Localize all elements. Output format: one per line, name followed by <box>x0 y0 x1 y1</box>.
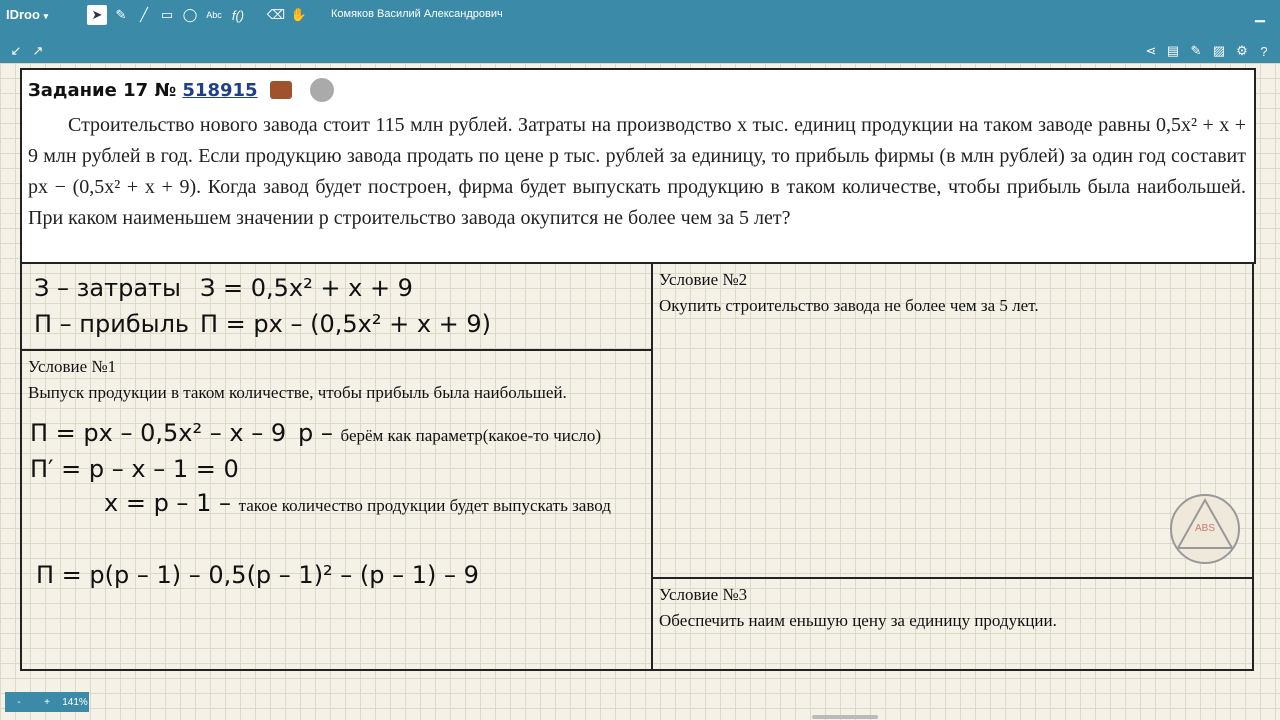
expand-arrow-icon[interactable]: ↗ <box>32 43 44 58</box>
abs-label: ABS <box>1194 523 1215 534</box>
condition-1-box <box>20 349 653 671</box>
condition-1-title: Условие №1 <box>28 357 117 376</box>
hand-tool-icon[interactable]: ✋ <box>290 7 308 22</box>
param-note: p – берём как параметр(какое-то число) <box>298 419 602 447</box>
profit-definition: П – прибыль <box>34 310 190 338</box>
cost-definition: З – затраты <box>34 274 181 302</box>
briefcase-icon[interactable] <box>270 81 292 99</box>
ellipse-tool-icon[interactable]: ◯ <box>182 7 198 22</box>
condition-1-text: Выпуск продукции в таком количестве, чтобы прибыль была наибольшей. <box>28 383 567 402</box>
task-text: Строительство нового завода стоит 115 млн рублей. Затраты на производство x тыс. единиц продукции на таком заводе равны 0,5x² + x + 9 млн рублей в год. Если продукцию завода продать по цене p тыс. рублей за единицу, то прибыль фирмы (в млн рублей) за один год составит px − (0,5x² + x + 9). Когда завод будет построен, фирма будет выпускать продукцию в таком количестве, чтобы прибыль была наибольшей. При каком наименьшем значении p строительство завода окупится не более чем за 5 лет? <box>28 114 1246 229</box>
collapse-arrow-icon[interactable]: ↙ <box>10 43 22 58</box>
notes-box <box>20 262 653 351</box>
share-icon[interactable]: ⋖ <box>1145 43 1157 58</box>
abs-widget[interactable] <box>1170 494 1240 564</box>
select-tool-icon[interactable]: ➤ <box>87 5 107 25</box>
derivative-equation: П′ = p – x – 1 = 0 <box>30 455 239 483</box>
zoom-control <box>5 692 89 712</box>
app-logo[interactable]: IDroo ▾ <box>6 7 49 22</box>
cost-formula: З = 0,5x² + x + 9 <box>200 274 413 302</box>
horizontal-scrollbar[interactable] <box>812 715 878 719</box>
edit-icon[interactable]: ✎ <box>1190 43 1202 58</box>
image-icon[interactable]: ▨ <box>1212 43 1226 58</box>
notes-icon[interactable]: ▤ <box>1166 43 1180 58</box>
rectangle-tool-icon[interactable]: ▭ <box>160 7 174 22</box>
help-icon[interactable]: ? <box>1260 43 1268 59</box>
profit-expanded: П = px – 0,5x² – x – 9 <box>30 419 287 447</box>
zoom-in-button[interactable]: + <box>44 696 50 708</box>
condition-2-box <box>651 262 1254 579</box>
task-panel <box>20 68 1256 264</box>
status-circle-icon <box>310 78 334 102</box>
task-label: Задание 17 № <box>28 80 177 101</box>
condition-2-title: Условие №2 <box>659 270 748 289</box>
zoom-out-button[interactable]: - <box>17 696 21 708</box>
quantity-result: x = p – 1 – такое количество продукции будет выпускать завод <box>104 489 611 517</box>
condition-3-box <box>651 577 1254 671</box>
condition-3-title: Условие №3 <box>659 585 748 604</box>
settings-gear-icon[interactable]: ⚙ <box>1236 43 1248 58</box>
text-tool-icon[interactable]: Abc <box>206 10 222 20</box>
pencil-tool-icon[interactable]: ✎ <box>115 7 127 22</box>
line-tool-icon[interactable]: ╱ <box>140 7 148 22</box>
minimize-icon[interactable]: ▁ <box>1255 7 1265 22</box>
profit-formula: П = px – (0,5x² + x + 9) <box>200 310 492 338</box>
eraser-tool-icon[interactable]: ⌫ <box>266 7 286 22</box>
condition-2-text: Окупить строительство завода не более чем за 5 лет. <box>659 296 1039 315</box>
formula-tool-icon[interactable]: f() <box>231 7 245 23</box>
user-name: Комяков Василий Александрович <box>331 8 503 20</box>
top-toolbar <box>0 0 1280 30</box>
profit-in-p: П = p(p – 1) – 0,5(p – 1)² – (p – 1) – 9 <box>36 561 479 589</box>
task-header <box>28 78 334 102</box>
zoom-level: 141% <box>62 696 88 708</box>
task-number-link[interactable]: 518915 <box>182 80 258 101</box>
condition-3-text: Обеспечить наим еньшую цену за единицу продукции. <box>659 611 1057 630</box>
